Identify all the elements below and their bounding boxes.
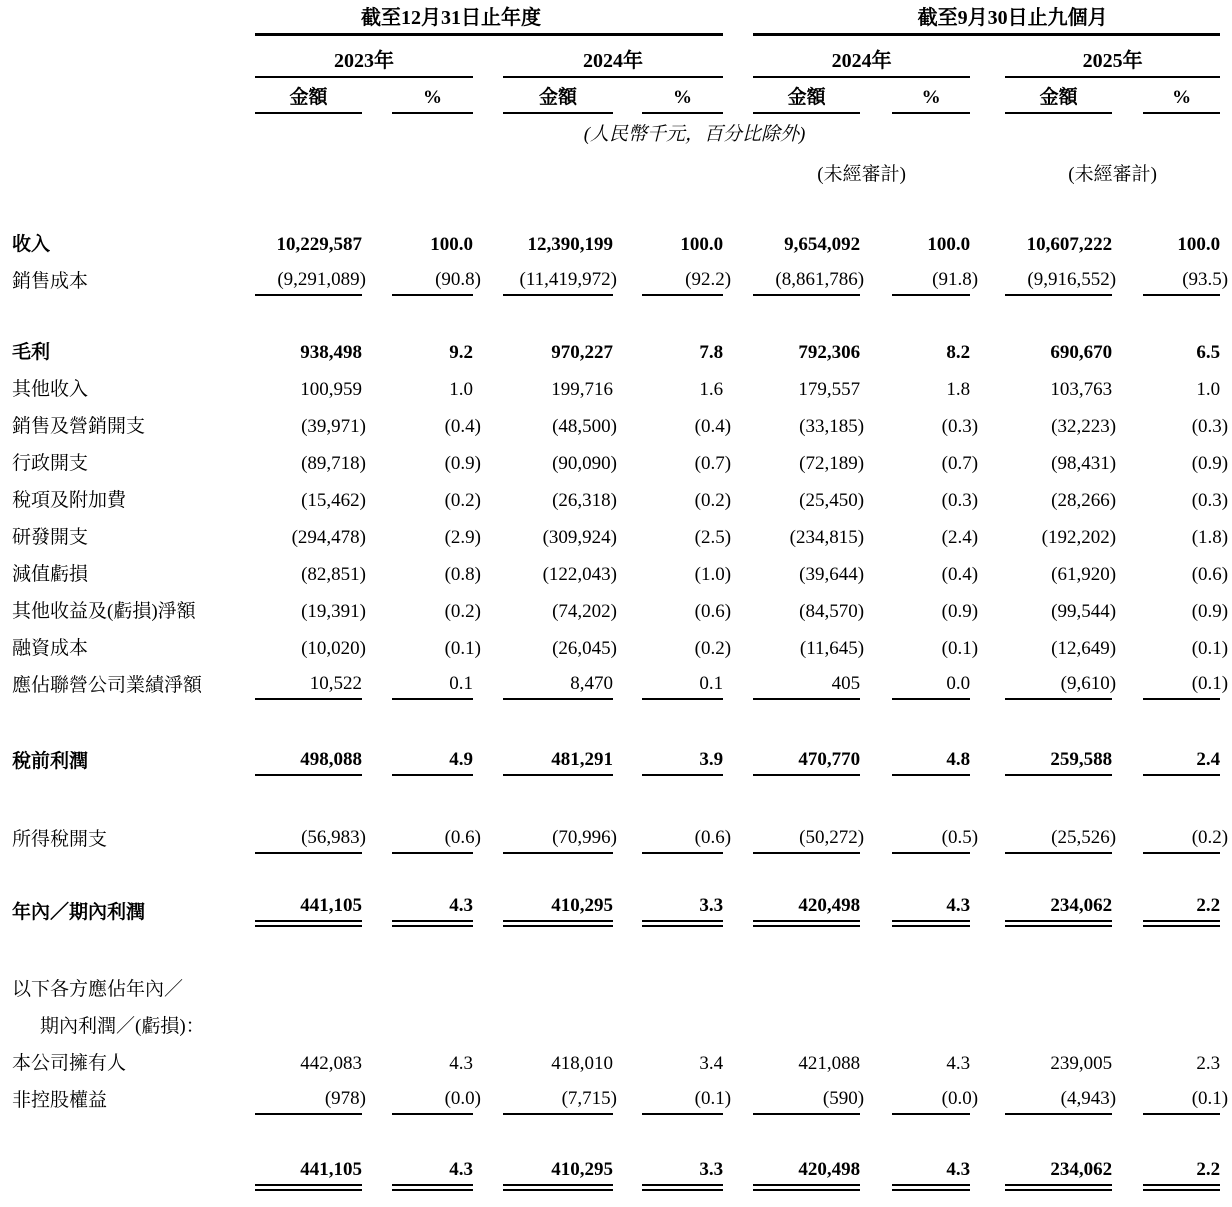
amount-cell bbox=[1005, 967, 1112, 1004]
table-row bbox=[0, 663, 1232, 700]
row-label: 其他收入 bbox=[12, 379, 89, 400]
percent-cell: 4.3 bbox=[946, 1053, 971, 1074]
amount-column-header: 金額 bbox=[1005, 78, 1112, 114]
table-row bbox=[0, 817, 1232, 854]
amount-cell: (50,272) bbox=[753, 817, 860, 854]
percent-cell: 7.8 bbox=[699, 342, 724, 363]
period-group-nine-months-title: 截至9月30日止九個月 bbox=[917, 7, 1108, 29]
period-group-annual bbox=[255, 0, 723, 36]
units-note: (人民幣千元，百分比除外) bbox=[583, 124, 806, 145]
amount-cell: (33,185) bbox=[799, 416, 865, 437]
row-label: 毛利 bbox=[12, 342, 51, 363]
percent-cell: (0.1) bbox=[1191, 638, 1229, 659]
row-label: 本公司擁有人 bbox=[12, 1053, 127, 1074]
percent-cell: (93.5) bbox=[1143, 259, 1220, 296]
label-spacer bbox=[0, 0, 255, 36]
amount-cell: 470,770 bbox=[753, 739, 860, 776]
percent-column-header: % bbox=[1143, 78, 1220, 114]
percent-cell: 6.5 bbox=[1196, 342, 1221, 363]
spacer-row bbox=[0, 1115, 1232, 1154]
percent-cell: 2.2 bbox=[1143, 890, 1220, 927]
row-label: 期內利潤／(虧損)： bbox=[40, 1016, 205, 1037]
units-note-cell bbox=[255, 114, 1220, 150]
amount-cell: (89,718) bbox=[301, 453, 366, 474]
percent-cell: 1.6 bbox=[699, 379, 724, 400]
table-row bbox=[0, 1154, 1232, 1191]
amount-cell: (11,645) bbox=[799, 638, 865, 659]
amount-cell: (590) bbox=[753, 1078, 860, 1115]
table-row bbox=[0, 114, 1232, 150]
row-label: 銷售及營銷開支 bbox=[12, 416, 146, 437]
percent-column-header: % bbox=[892, 78, 970, 114]
percent-cell: (0.1) bbox=[1143, 663, 1220, 700]
row-label: 稅項及附加費 bbox=[12, 490, 127, 511]
amount-cell: 405 bbox=[753, 663, 860, 700]
amount-cell: (25,526) bbox=[1005, 817, 1112, 854]
amount-cell: (90,090) bbox=[552, 453, 617, 474]
amount-cell: (10,020) bbox=[301, 638, 366, 659]
amount-cell bbox=[753, 967, 860, 1004]
amount-cell bbox=[255, 1004, 362, 1041]
amount-cell: 690,670 bbox=[1050, 342, 1113, 363]
spacer-row bbox=[0, 700, 1232, 739]
percent-cell: 2.2 bbox=[1143, 1154, 1220, 1191]
amount-cell: (4,943) bbox=[1005, 1078, 1112, 1115]
percent-cell: (92.2) bbox=[642, 259, 723, 296]
percent-cell: (2.9) bbox=[444, 527, 481, 548]
percent-cell: (1.8) bbox=[1191, 527, 1229, 548]
amount-column-header: 金額 bbox=[255, 78, 362, 114]
row-label: 研發開支 bbox=[12, 527, 89, 548]
amount-cell: (56,983) bbox=[255, 817, 362, 854]
percent-cell: 3.3 bbox=[642, 890, 723, 927]
row-label: 融資成本 bbox=[12, 638, 89, 659]
amount-cell bbox=[1005, 1004, 1112, 1041]
row-label: 非控股權益 bbox=[12, 1090, 108, 1111]
percent-cell: (1.0) bbox=[694, 564, 732, 585]
percent-cell: (0.6) bbox=[1191, 564, 1229, 585]
amount-cell: 103,763 bbox=[1050, 379, 1113, 400]
amount-cell: (9,610) bbox=[1005, 663, 1112, 700]
row-label: 年內／期內利潤 bbox=[12, 902, 146, 923]
percent-cell: 2.4 bbox=[1143, 739, 1220, 776]
percent-cell bbox=[392, 967, 473, 1004]
row-label bbox=[0, 1154, 255, 1191]
table-row bbox=[0, 1078, 1232, 1115]
percent-cell: (91.8) bbox=[892, 259, 970, 296]
row-label: 減值虧損 bbox=[12, 564, 89, 585]
percent-cell: (0.0) bbox=[392, 1078, 473, 1115]
percent-cell: 4.3 bbox=[449, 1053, 473, 1074]
percent-cell: (0.2) bbox=[694, 490, 732, 511]
amount-cell: (7,715) bbox=[503, 1078, 613, 1115]
amount-column-header: 金額 bbox=[503, 78, 613, 114]
table-row bbox=[0, 441, 1232, 478]
spacer-row bbox=[0, 776, 1232, 817]
percent-cell: (2.4) bbox=[941, 527, 979, 548]
row-label: 所得稅開支 bbox=[12, 829, 108, 850]
period-group-annual-title: 截至12月31日止年度 bbox=[361, 7, 542, 29]
percent-cell: (0.3) bbox=[941, 416, 979, 437]
spacer-row bbox=[0, 190, 1232, 222]
amount-cell: 9,654,092 bbox=[784, 234, 861, 255]
percent-cell: (0.6) bbox=[392, 817, 473, 854]
table-row bbox=[0, 739, 1232, 776]
table-row bbox=[0, 589, 1232, 626]
table-row bbox=[0, 1041, 1232, 1078]
amount-cell: (192,202) bbox=[1041, 527, 1117, 548]
percent-cell: 2.3 bbox=[1196, 1053, 1221, 1074]
amount-cell: 10,522 bbox=[255, 663, 362, 700]
amount-cell: 442,083 bbox=[300, 1053, 362, 1074]
amount-cell: (9,916,552) bbox=[1005, 259, 1112, 296]
percent-cell: (0.1) bbox=[642, 1078, 723, 1115]
percent-cell bbox=[642, 1004, 723, 1041]
percent-cell: (0.6) bbox=[642, 817, 723, 854]
table-row bbox=[0, 552, 1232, 589]
amount-cell: 12,390,199 bbox=[527, 234, 613, 255]
amount-cell: (74,202) bbox=[552, 601, 617, 622]
percent-cell: (0.2) bbox=[444, 490, 481, 511]
percent-cell: (0.3) bbox=[941, 490, 979, 511]
amount-cell: (28,266) bbox=[1051, 490, 1117, 511]
percent-cell: (0.9) bbox=[1191, 453, 1229, 474]
amount-cell: (294,478) bbox=[291, 527, 366, 548]
row-label: 其他收益及(虧損)淨額 bbox=[12, 601, 196, 622]
percent-cell: (2.5) bbox=[694, 527, 732, 548]
percent-cell: (0.0) bbox=[892, 1078, 970, 1115]
percent-cell: 0.1 bbox=[392, 663, 473, 700]
spacer-row bbox=[0, 296, 1232, 330]
amount-cell: 410,295 bbox=[503, 890, 613, 927]
percent-cell: 4.3 bbox=[392, 1154, 473, 1191]
amount-cell: (25,450) bbox=[799, 490, 865, 511]
percent-cell: 1.0 bbox=[449, 379, 473, 400]
table-row bbox=[0, 222, 1232, 259]
amount-cell: 100,959 bbox=[300, 379, 362, 400]
row-label: 銷售成本 bbox=[12, 271, 89, 292]
amount-cell: (39,644) bbox=[799, 564, 865, 585]
percent-cell: (0.4) bbox=[694, 416, 732, 437]
amount-cell: 420,498 bbox=[753, 1154, 860, 1191]
amount-cell bbox=[503, 1004, 613, 1041]
amount-cell bbox=[503, 967, 613, 1004]
percent-cell: 3.9 bbox=[642, 739, 723, 776]
percent-cell bbox=[1143, 967, 1220, 1004]
percent-cell: 100.0 bbox=[430, 234, 473, 255]
percent-cell: (0.3) bbox=[1191, 416, 1229, 437]
table-row bbox=[0, 259, 1232, 296]
row-label: 以下各方應佔年內／ bbox=[12, 979, 184, 1000]
amount-cell: 441,105 bbox=[255, 1154, 362, 1191]
amount-cell: 441,105 bbox=[255, 890, 362, 927]
percent-cell: 4.9 bbox=[392, 739, 473, 776]
amount-cell: 421,088 bbox=[798, 1053, 861, 1074]
amount-cell: (72,189) bbox=[799, 453, 865, 474]
amount-cell bbox=[753, 1004, 860, 1041]
amount-cell: (99,544) bbox=[1051, 601, 1117, 622]
percent-cell bbox=[892, 1004, 970, 1041]
percent-cell bbox=[892, 967, 970, 1004]
percent-cell: 4.3 bbox=[892, 1154, 970, 1191]
amount-column-header: 金額 bbox=[753, 78, 860, 114]
amount-cell: 481,291 bbox=[503, 739, 613, 776]
row-label: 應佔聯營公司業績淨額 bbox=[12, 675, 203, 696]
percent-column-header: % bbox=[392, 78, 473, 114]
table-row bbox=[0, 36, 1232, 78]
amount-cell: 10,229,587 bbox=[276, 234, 362, 255]
year-header-2023: 2023年 bbox=[255, 36, 473, 78]
table-row bbox=[0, 330, 1232, 367]
percent-cell: 0.1 bbox=[642, 663, 723, 700]
percent-cell: (0.2) bbox=[444, 601, 481, 622]
percent-column-header: % bbox=[642, 78, 723, 114]
amount-cell: 792,306 bbox=[798, 342, 861, 363]
amount-cell: 970,227 bbox=[551, 342, 613, 363]
percent-cell: 100.0 bbox=[927, 234, 971, 255]
amount-cell: 420,498 bbox=[753, 890, 860, 927]
percent-cell: 4.3 bbox=[892, 890, 970, 927]
percent-cell bbox=[642, 967, 723, 1004]
percent-cell: 0.0 bbox=[892, 663, 970, 700]
percent-cell: 100.0 bbox=[680, 234, 724, 255]
amount-cell: 199,716 bbox=[551, 379, 613, 400]
percent-cell: 4.3 bbox=[392, 890, 473, 927]
amount-cell: (26,045) bbox=[552, 638, 617, 659]
amount-cell: (234,815) bbox=[789, 527, 865, 548]
amount-cell: (26,318) bbox=[552, 490, 617, 511]
table-row bbox=[0, 404, 1232, 441]
amount-cell: 179,557 bbox=[798, 379, 861, 400]
amount-cell: (978) bbox=[255, 1078, 362, 1115]
amount-cell: (82,851) bbox=[301, 564, 366, 585]
table-row bbox=[0, 367, 1232, 404]
spacer-row bbox=[0, 927, 1232, 967]
amount-cell: (32,223) bbox=[1051, 416, 1117, 437]
percent-cell: (90.8) bbox=[392, 259, 473, 296]
amount-cell: 10,607,222 bbox=[1026, 234, 1113, 255]
amount-cell: (70,996) bbox=[503, 817, 613, 854]
table-row bbox=[0, 890, 1232, 927]
percent-cell: (0.6) bbox=[694, 601, 732, 622]
amount-cell: (48,500) bbox=[552, 416, 617, 437]
percent-cell: (0.7) bbox=[941, 453, 979, 474]
percent-cell: (0.8) bbox=[444, 564, 481, 585]
percent-cell: (0.9) bbox=[444, 453, 481, 474]
table-row bbox=[0, 626, 1232, 663]
amount-cell: (19,391) bbox=[301, 601, 366, 622]
amount-cell: 234,062 bbox=[1005, 1154, 1112, 1191]
amount-cell: 498,088 bbox=[255, 739, 362, 776]
row-label: 稅前利潤 bbox=[12, 751, 89, 772]
percent-cell: (0.9) bbox=[1191, 601, 1229, 622]
percent-cell: (0.2) bbox=[1143, 817, 1220, 854]
row-label: 收入 bbox=[12, 234, 51, 255]
amount-cell: (61,920) bbox=[1051, 564, 1117, 585]
year-header-2024: 2024年 bbox=[503, 36, 723, 78]
percent-cell: 4.8 bbox=[892, 739, 970, 776]
percent-cell: (0.4) bbox=[444, 416, 481, 437]
spacer-row bbox=[0, 854, 1232, 890]
year-header-2024-9m: 2024年 bbox=[753, 36, 970, 78]
amount-cell: (98,431) bbox=[1051, 453, 1117, 474]
row-label: 行政開支 bbox=[12, 453, 89, 474]
percent-cell: (0.1) bbox=[1143, 1078, 1220, 1115]
percent-cell: (0.7) bbox=[694, 453, 732, 474]
table-row bbox=[0, 1004, 1232, 1041]
period-group-nine-months bbox=[753, 0, 1220, 36]
table-row bbox=[0, 515, 1232, 552]
table-row bbox=[0, 0, 1232, 36]
table-row bbox=[0, 478, 1232, 515]
amount-cell: 234,062 bbox=[1005, 890, 1112, 927]
amount-cell: (39,971) bbox=[301, 416, 366, 437]
amount-cell: (84,570) bbox=[799, 601, 865, 622]
amount-cell: 259,588 bbox=[1005, 739, 1112, 776]
percent-cell: (0.9) bbox=[941, 601, 979, 622]
percent-cell: 9.2 bbox=[449, 342, 473, 363]
percent-cell: (0.2) bbox=[694, 638, 732, 659]
percent-cell: (0.5) bbox=[892, 817, 970, 854]
table-row bbox=[0, 78, 1232, 114]
amount-cell: (15,462) bbox=[301, 490, 366, 511]
amount-cell: 410,295 bbox=[503, 1154, 613, 1191]
unaudited-note-2025-9m: (未經審計) bbox=[1068, 164, 1157, 185]
year-header-2025-9m: 2025年 bbox=[1005, 36, 1220, 78]
table-row bbox=[0, 150, 1232, 190]
percent-cell: (0.4) bbox=[941, 564, 979, 585]
amount-cell: 239,005 bbox=[1050, 1053, 1113, 1074]
amount-cell: (11,419,972) bbox=[503, 259, 613, 296]
amount-cell bbox=[255, 967, 362, 1004]
percent-cell: (0.3) bbox=[1191, 490, 1229, 511]
percent-cell: 3.3 bbox=[642, 1154, 723, 1191]
percent-cell: 100.0 bbox=[1177, 234, 1221, 255]
percent-cell: 8.2 bbox=[946, 342, 971, 363]
unaudited-note-2024-9m: (未經審計) bbox=[817, 164, 906, 185]
amount-cell: (309,924) bbox=[542, 527, 617, 548]
percent-cell: 1.8 bbox=[946, 379, 971, 400]
percent-cell: (0.1) bbox=[444, 638, 481, 659]
amount-cell: (8,861,786) bbox=[753, 259, 860, 296]
amount-cell: (122,043) bbox=[542, 564, 617, 585]
percent-cell: 3.4 bbox=[699, 1053, 724, 1074]
amount-cell: 418,010 bbox=[551, 1053, 613, 1074]
table-row bbox=[0, 967, 1232, 1004]
amount-cell: 938,498 bbox=[300, 342, 362, 363]
amount-cell: (9,291,089) bbox=[255, 259, 362, 296]
percent-cell: (0.1) bbox=[941, 638, 979, 659]
percent-cell bbox=[392, 1004, 473, 1041]
percent-cell bbox=[1143, 1004, 1220, 1041]
percent-cell: 1.0 bbox=[1196, 379, 1221, 400]
amount-cell: 8,470 bbox=[503, 663, 613, 700]
amount-cell: (12,649) bbox=[1051, 638, 1117, 659]
